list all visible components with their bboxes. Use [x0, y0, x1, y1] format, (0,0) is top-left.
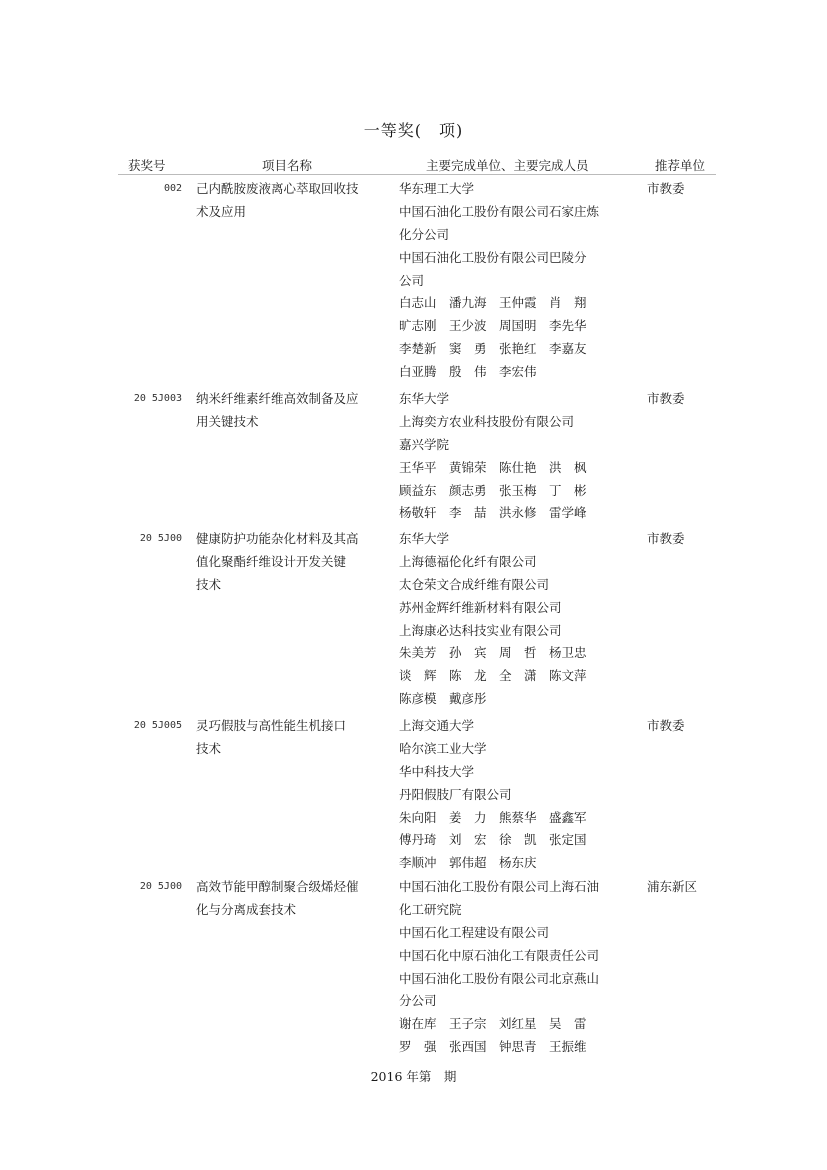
unit-line: 太仓荣文合成纤维有限公司	[399, 576, 550, 592]
project-name	[196, 388, 386, 434]
award-number: 20 5J005	[133, 720, 182, 731]
unit-line: 分公司	[399, 993, 437, 1009]
completion-units	[399, 715, 639, 875]
project-name-line: 值化聚酯纤维设计开发关键	[196, 553, 347, 569]
recommender: 市教委	[647, 391, 685, 406]
people-line: 谢在库 王子宗 刘红星 吴 雷	[399, 1016, 587, 1032]
award-number: 20 5J00	[139, 881, 182, 892]
unit-line: 上海德福伦化纤有限公司	[399, 553, 537, 569]
people-line: 旷志刚 王少波 周国明 李先华	[399, 318, 587, 334]
project-name-line: 技术	[196, 740, 222, 756]
unit-line: 中国石化中原石油化工有限责任公司	[399, 947, 600, 963]
header-units: 主要完成单位、主要完成人员	[426, 158, 589, 173]
project-name-line: 术及应用	[196, 203, 247, 219]
people-line: 朱向阳 姜 力 熊蔡华 盛鑫军	[399, 809, 587, 825]
page-footer: 2016 年第 期	[370, 1069, 457, 1084]
completion-units	[399, 876, 639, 1059]
project-name	[196, 715, 386, 761]
people-line: 杨敬轩 李 喆 洪永修 雷学峰	[399, 505, 587, 521]
unit-line: 嘉兴学院	[399, 436, 450, 452]
people-line: 罗 强 张西国 钟思青 王振维	[399, 1039, 587, 1055]
project-name-line: 灵巧假肢与高性能生机接口	[196, 718, 347, 733]
header-project: 项目名称	[262, 158, 313, 173]
completion-units	[399, 178, 639, 384]
unit-line: 哈尔滨工业大学	[399, 740, 487, 756]
award-number: 002	[163, 183, 182, 194]
people-line: 谈 辉 陈 龙 全 潇 陈文萍	[399, 668, 587, 684]
completion-units	[399, 528, 639, 711]
project-name-line: 用关键技术	[196, 413, 259, 429]
people-line: 陈彦模 戴彦彤	[399, 691, 487, 707]
header-rule	[118, 174, 716, 175]
header-recommender: 推荐单位	[655, 158, 706, 173]
unit-line: 公司	[399, 272, 425, 288]
project-name-line: 技术	[196, 576, 222, 592]
people-line: 白志山 潘九海 王仲霞 肖 翔	[399, 295, 587, 311]
completion-units	[399, 388, 639, 525]
unit-line: 华中科技大学	[399, 763, 475, 779]
people-line: 白亚腾 殷 伟 李宏伟	[399, 364, 537, 380]
unit-line: 中国石油化工股份有限公司上海石油	[399, 879, 600, 894]
project-name-line: 化与分离成套技术	[196, 901, 297, 917]
recommender: 市教委	[647, 531, 685, 546]
header-num: 获奖号	[128, 158, 166, 173]
unit-line: 中国石油化工股份有限公司北京燕山	[399, 970, 600, 986]
project-name	[196, 528, 386, 597]
people-line: 王华平 黄锦荣 陈仕艳 洪 枫	[399, 459, 587, 475]
unit-line: 东华大学	[399, 531, 450, 546]
award-number: 20 5J00	[139, 533, 182, 544]
unit-line: 华东理工大学	[399, 181, 475, 196]
unit-line: 上海奕方农业科技股份有限公司	[399, 413, 575, 429]
people-line: 李楚新 窦 勇 张艳红 李嘉友	[399, 341, 587, 357]
unit-line: 化工研究院	[399, 901, 462, 917]
recommender: 市教委	[647, 181, 685, 196]
unit-line: 苏州金辉纤维新材料有限公司	[399, 599, 562, 615]
project-name	[196, 876, 386, 922]
people-line: 傅丹琦 刘 宏 徐 凯 张定国	[399, 832, 587, 848]
unit-line: 丹阳假肢厂有限公司	[399, 786, 512, 802]
people-line: 李顺冲 郭伟超 杨东庆	[399, 855, 537, 871]
people-line: 朱美芳 孙 宾 周 哲 杨卫忠	[399, 645, 587, 661]
unit-line: 上海康必达科技实业有限公司	[399, 622, 562, 638]
project-name-line: 己内酰胺废液离心萃取回收技	[196, 181, 359, 196]
unit-line: 上海交通大学	[399, 718, 475, 733]
unit-line: 东华大学	[399, 391, 450, 406]
unit-line: 中国石油化工股份有限公司石家庄炼	[399, 203, 600, 219]
project-name-line: 健康防护功能杂化材料及其高	[196, 531, 359, 546]
project-name-line: 纳米纤维素纤维高效制备及应	[196, 391, 359, 406]
unit-line: 中国石化工程建设有限公司	[399, 924, 550, 940]
recommender: 浦东新区	[647, 879, 698, 894]
people-line: 顾益东 颜志勇 张玉梅 丁 彬	[399, 482, 587, 498]
recommender: 市教委	[647, 718, 685, 733]
page-title: 一等奖( 项)	[363, 121, 464, 140]
project-name-line: 高效节能甲醇制聚合级烯烃催	[196, 879, 359, 894]
unit-line: 化分公司	[399, 226, 450, 242]
project-name	[196, 178, 386, 224]
unit-line: 中国石油化工股份有限公司巴陵分	[399, 249, 587, 265]
award-number: 20 5J003	[133, 393, 182, 404]
